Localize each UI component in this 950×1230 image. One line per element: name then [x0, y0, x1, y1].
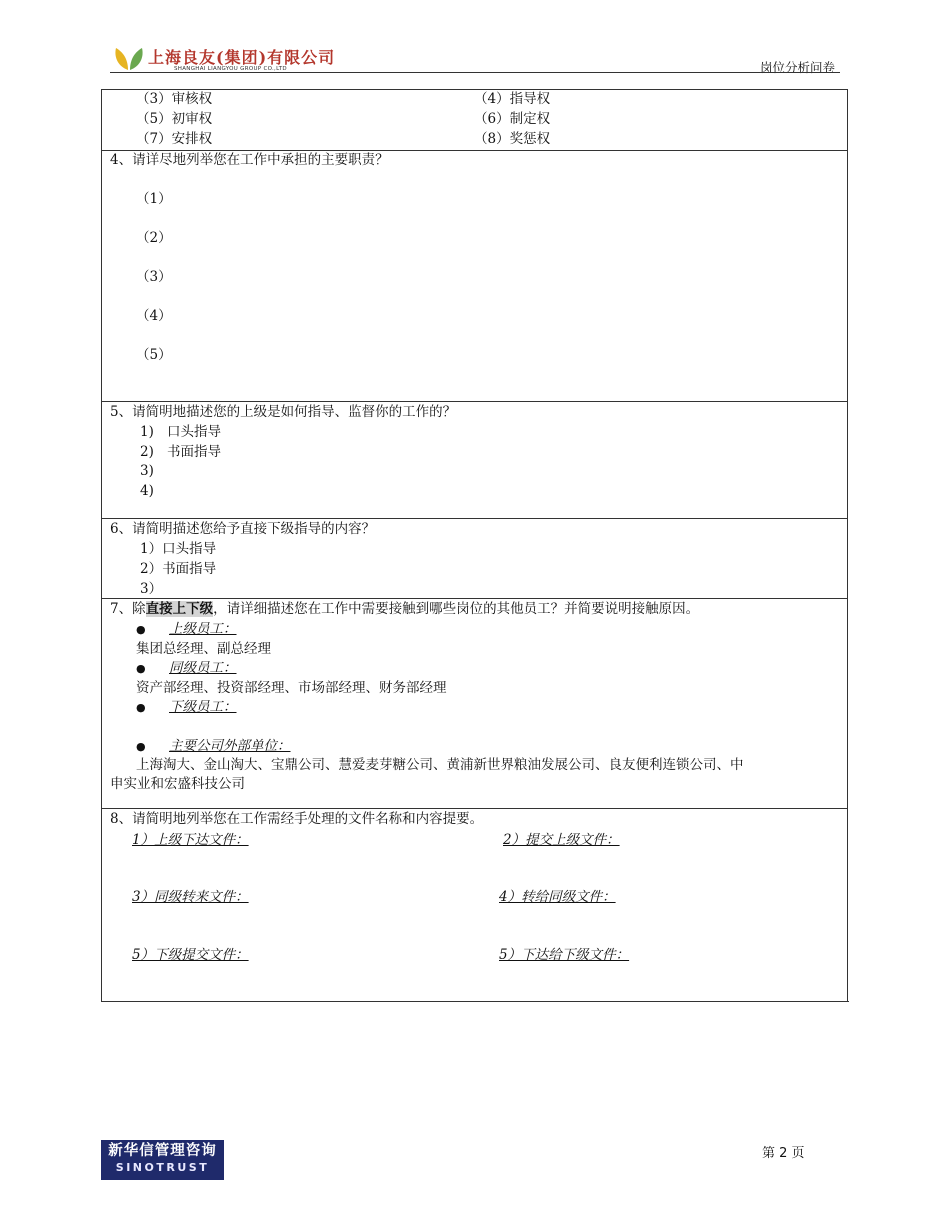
table-bottom-border [101, 1001, 849, 1002]
question-7-text [110, 600, 699, 620]
supervision-num: 3) [140, 463, 154, 479]
contact-label-subordinate: 下级员工： [169, 699, 237, 715]
duty-item: （4） [136, 308, 172, 324]
supervision-num: 1) [140, 424, 154, 440]
rights-cell [101, 89, 848, 151]
question-8-text: 8、请简明地列举您在工作需经手处理的文件名称和内容提要。 [110, 811, 484, 827]
question-7-prefix: 7、除 [110, 601, 146, 617]
page-number: 第 2 页 [762, 1146, 805, 1161]
question-5-cell [101, 401, 848, 519]
supervision-num: 4) [140, 483, 154, 499]
document-item: 5）下级提交文件： [132, 947, 249, 963]
question-4-text: 4、请详尽地列举您在工作中承担的主要职责？ [110, 152, 389, 168]
bullet-icon: ● [136, 623, 146, 636]
contact-content-external-cont: 申实业和宏盛科技公司 [110, 776, 245, 792]
document-item: 5）下达给下级文件： [499, 947, 630, 963]
contact-content-external: 上海淘大、金山淘大、宝鼎公司、慧爱麦芽糖公司、黄浦新世界粮油发展公司、良友便利连锁公司、中 [136, 757, 744, 773]
rights-item: （5）初审权 [136, 111, 213, 127]
rights-item: （3）审核权 [136, 91, 213, 107]
question-8-cell [101, 808, 848, 1002]
question-7-suffix: ，请详细描述您在工作中需要接触到哪些岗位的其他员工？并简要说明接触原因。 [213, 601, 700, 617]
company-name-en: SHANGHAI LIANGYOU GROUP CO.,LTD [174, 66, 287, 72]
supervision-text: 口头指导 [167, 424, 221, 440]
bullet-icon: ● [136, 662, 146, 675]
logo-text-en: SINOTRUST [115, 1161, 210, 1174]
sinotrust-logo [101, 1140, 224, 1180]
question-7-highlight: 直接上下级 [145, 601, 214, 617]
duty-item: （2） [136, 230, 172, 246]
document-item: 4）转给同级文件： [499, 889, 616, 905]
company-logo-icon [113, 44, 145, 72]
guidance-item: 1）口头指导 [140, 541, 217, 557]
supervision-text: 书面指导 [167, 444, 221, 460]
duty-item: （3） [136, 269, 172, 285]
contact-content-superior: 集团总经理、副总经理 [136, 641, 271, 657]
guidance-item: 3） [140, 581, 163, 597]
rights-item: （7）安排权 [136, 131, 213, 147]
rights-item: （8）奖惩权 [474, 131, 551, 147]
guidance-item: 2）书面指导 [140, 561, 217, 577]
document-item: 3）同级转来文件： [132, 889, 249, 905]
duty-item: （1） [136, 191, 172, 207]
rights-item: （6）制定权 [474, 111, 551, 127]
rights-item: （4）指导权 [474, 91, 551, 107]
contact-label-superior: 上级员工： [169, 621, 237, 637]
question-5-text: 5、请简明地描述您的上级是如何指导、监督你的工作的？ [110, 404, 457, 420]
document-title: 岗位分析问卷 [760, 60, 836, 75]
contact-label-peer: 同级员工： [169, 660, 237, 676]
header-divider [110, 72, 840, 73]
bullet-icon: ● [136, 740, 146, 753]
logo-text-cn: 新华信管理咨询 [108, 1143, 217, 1159]
question-7-cell [101, 598, 848, 809]
duty-item: （5） [136, 347, 172, 363]
supervision-num: 2) [140, 444, 154, 460]
document-item: 1）上级下达文件： [132, 832, 249, 848]
question-4-cell [101, 150, 848, 402]
bullet-icon: ● [136, 701, 146, 714]
company-name-cn: 上海良友(集团)有限公司 [148, 48, 336, 67]
contact-content-peer: 资产部经理、投资部经理、市场部经理、财务部经理 [136, 680, 447, 696]
question-6-text: 6、请简明描述您给予直接下级指导的内容？ [110, 521, 376, 537]
question-6-cell [101, 518, 848, 599]
contact-label-external: 主要公司外部单位： [169, 738, 291, 754]
document-item: 2）提交上级文件： [503, 832, 620, 848]
